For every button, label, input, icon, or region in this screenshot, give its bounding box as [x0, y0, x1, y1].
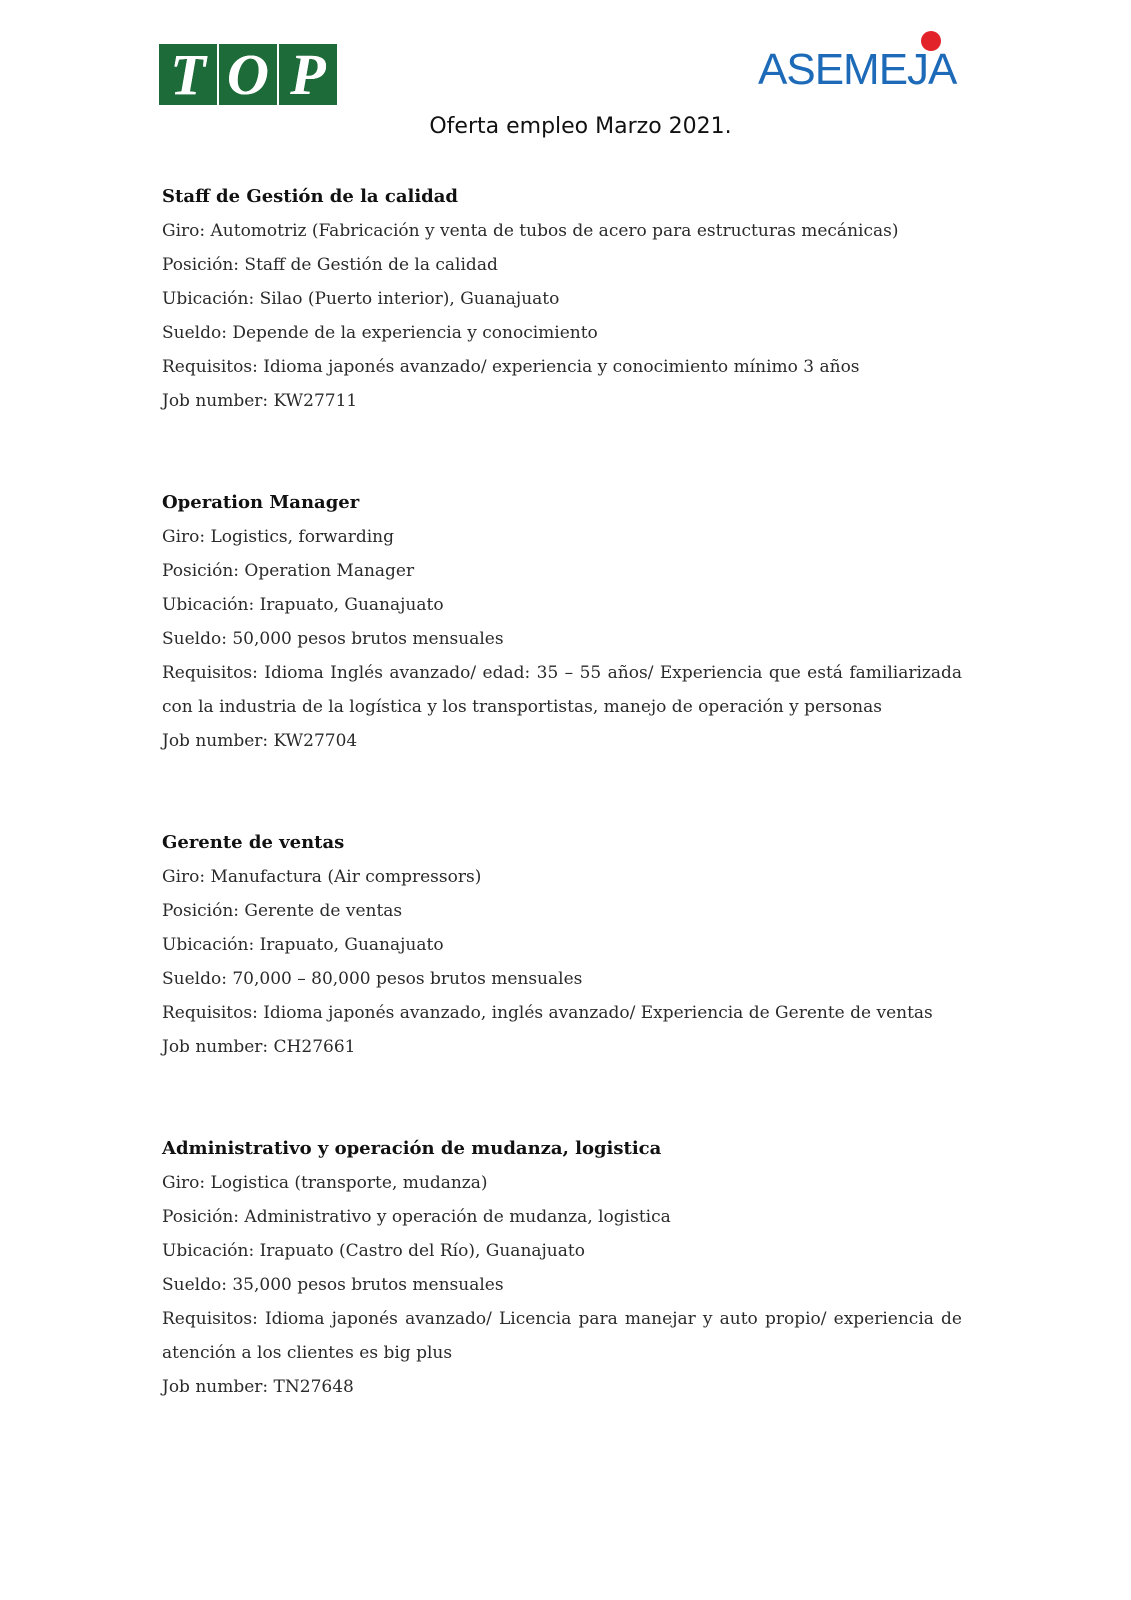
job-ubicacion: Ubicación: Irapuato (Castro del Río), Guanajuato [162, 1241, 585, 1261]
job-number: Job number: KW27711 [162, 391, 358, 411]
job-sueldo: Sueldo: Depende de la experiencia y conocimiento [162, 323, 598, 343]
job-offer [162, 1132, 962, 1404]
job-number: Job number: TN27648 [162, 1377, 354, 1397]
job-requisitos: Requisitos: Idioma japonés avanzado, inglés avanzado/ Experiencia de Gerente de ventas [162, 1003, 933, 1023]
job-sueldo: Sueldo: 35,000 pesos brutos mensuales [162, 1275, 504, 1295]
job-giro: Giro: Automotriz (Fabricación y venta de tubos de acero para estructuras mecánicas) [162, 221, 899, 241]
asemeja-logo-text: ASEMEJA [758, 45, 957, 94]
top-logo-letter-t: T [159, 44, 217, 105]
asemeja-logo [758, 30, 978, 110]
job-giro: Giro: Manufactura (Air compressors) [162, 867, 482, 887]
job-ubicacion: Ubicación: Silao (Puerto interior), Guanajuato [162, 289, 560, 309]
job-title: Gerente de ventas [162, 832, 345, 853]
job-posicion: Posición: Gerente de ventas [162, 901, 403, 921]
page-title: Oferta empleo Marzo 2021. [429, 114, 732, 139]
top-logo [159, 41, 337, 107]
job-offer [162, 826, 962, 1064]
job-sueldo: Sueldo: 50,000 pesos brutos mensuales [162, 629, 504, 649]
job-number: Job number: CH27661 [162, 1037, 356, 1057]
job-giro: Giro: Logistica (transporte, mudanza) [162, 1173, 488, 1193]
job-ubicacion: Ubicación: Irapuato, Guanajuato [162, 935, 444, 955]
top-logo-letter-p: P [279, 44, 337, 105]
top-logo-letter-o: O [219, 44, 277, 105]
job-title: Administrativo y operación de mudanza, logistica [162, 1138, 662, 1159]
job-title: Staff de Gestión de la calidad [162, 186, 458, 207]
job-offer [162, 180, 962, 418]
job-number: Job number: KW27704 [162, 731, 358, 751]
job-posicion: Posición: Staff de Gestión de la calidad [162, 255, 498, 275]
job-title: Operation Manager [162, 492, 360, 513]
job-sueldo: Sueldo: 70,000 – 80,000 pesos brutos mensuales [162, 969, 583, 989]
job-posicion: Posición: Administrativo y operación de mudanza, logistica [162, 1207, 671, 1227]
job-offer [162, 486, 962, 758]
job-requisitos: Requisitos: Idioma japonés avanzado/ Licencia para manejar y auto propio/ experiencia de atención a los clientes es big plus [162, 1309, 962, 1363]
job-giro: Giro: Logistics, forwarding [162, 527, 395, 547]
job-ubicacion: Ubicación: Irapuato, Guanajuato [162, 595, 444, 615]
job-requisitos: Requisitos: Idioma Inglés avanzado/ edad: 35 – 55 años/ Experiencia que está familiarizada con la industria de la logística y los transportistas, manejo de operación y personas [162, 663, 962, 717]
job-list [162, 180, 962, 1472]
job-requisitos: Requisitos: Idioma japonés avanzado/ experiencia y conocimiento mínimo 3 años [162, 357, 860, 377]
job-posicion: Posición: Operation Manager [162, 561, 415, 581]
